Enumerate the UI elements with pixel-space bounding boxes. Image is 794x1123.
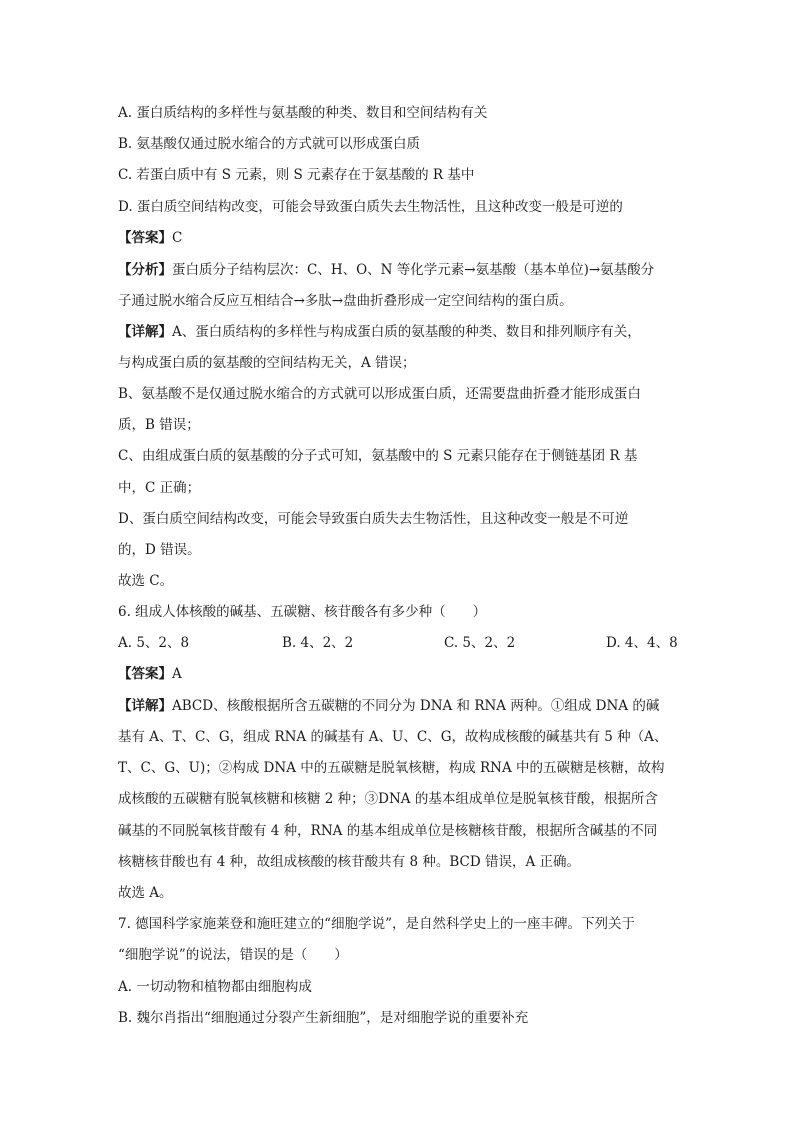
q5-detail-line: C、由组成蛋白质的氨基酸的分子式可知，氨基酸中的 S 元素只能存在于侧链基团 R 基 [118, 448, 638, 464]
q6-option-b: B. 4、2、2 [282, 635, 354, 651]
answer-value: A [172, 666, 182, 682]
q5-detail-line: D、蛋白质空间结构改变，可能会导致蛋白质失去生物活性，且这种改变一般是不可逆 [118, 511, 629, 527]
detail-text: A、蛋白质结构的多样性与构成蛋白质的氨基酸的种类、数目和排列顺序有关， [172, 324, 641, 340]
q7-stem-line: 7. 德国科学家施莱登和施旺建立的“细胞学说”，是自然科学史上的一座丰碑。下列关于 [118, 916, 635, 932]
q7-option-a: A. 一切动物和植物都由细胞构成 [118, 979, 312, 995]
q6-option-a: A. 5、2、8 [118, 635, 190, 651]
q6-detail-line: 故选 A。 [118, 885, 173, 901]
q7-stem-line: “细胞学说”的说法，错误的是（ ） [118, 947, 348, 963]
q5-option-b: B. 氨基酸仅通过脱水缩合的方式就可以形成蛋白质 [118, 136, 421, 152]
q6-stem: 6. 组成人体核酸的碱基、五碳糖、核苷酸各有多少种（ ） [118, 604, 487, 620]
detail-text: ABCD、核酸根据所含五碳糖的不同分为 DNA 和 RNA 两种。①组成 DNA 的碱 [172, 698, 660, 714]
q5-option-c: C. 若蛋白质中有 S 元素，则 S 元素存在于氨基酸的 R 基中 [118, 167, 475, 183]
answer-label: 【答案】 [118, 230, 172, 246]
q5-detail-line: 中，C 正确； [118, 480, 201, 496]
q6-answer [118, 665, 678, 683]
q5-option-d: D. 蛋白质空间结构改变，可能会导致蛋白质失去生物活性，且这种改变一般是可逆的 [118, 199, 623, 215]
q6-option-d: D. 4、4、8 [606, 635, 678, 651]
q6-detail-line: 基有 A、T、C、G，组成 RNA 的碱基有 A、U、C、G，故构成核酸的碱基共有 5 种（A、 [118, 729, 668, 745]
analysis-text: 蛋白质分子结构层次：C、H、O、N 等化学元素→氨基酸（基本单位)→氨基酸分 [172, 262, 655, 278]
q6-detail-line: T、C、G、U)；②构成 DNA 中的五碳糖是脱氧核糖，构成 RNA 中的五碳糖是核糖，故构 [118, 760, 665, 776]
q5-detail-line: 故选 C。 [118, 573, 174, 589]
answer-label: 【答案】 [118, 666, 172, 682]
q5-option-a: A. 蛋白质结构的多样性与氨基酸的种类、数目和空间结构有关 [118, 105, 488, 121]
q5-detail-line: 的，D 错误。 [118, 542, 201, 558]
q5-analysis-line: 子通过脱水缩合反应互相结合→多肽→盘曲折叠形成一定空间结构的蛋白质。 [118, 293, 573, 309]
q5-detail-line [118, 323, 678, 341]
q5-analysis-line [118, 261, 678, 279]
q6-detail-line: 核糖核苷酸也有 4 种，故组成核酸的核苷酸共有 8 种。BCD 错误，A 正确。 [118, 854, 580, 870]
q7-option-b: B. 魏尔肖指出“细胞通过分裂产生新细胞”，是对细胞学说的重要补充 [118, 1010, 529, 1026]
q5-detail-line: B、氨基酸不是仅通过脱水缩合的方式就可以形成蛋白质，还需要盘曲折叠才能形成蛋白 [118, 386, 641, 402]
analysis-label: 【分析】 [118, 262, 172, 278]
q5-detail-line: 与构成蛋白质的氨基酸的空间结构无关，A 错误； [118, 355, 416, 371]
detail-label: 【详解】 [118, 324, 172, 340]
answer-value: C [172, 230, 183, 246]
q6-options [118, 634, 678, 652]
q6-detail-line: 碱基的不同脱氧核苷酸有 4 种，RNA 的基本组成单位是核糖核苷酸，根据所含碱基的不同 [118, 823, 658, 839]
detail-label: 【详解】 [118, 698, 172, 714]
q6-detail-line [118, 697, 678, 715]
q5-answer [118, 229, 678, 247]
q6-detail-line: 成核酸的五碳糖有脱氧核糖和核糖 2 种；③DNA 的基本组成单位是脱氧核苷酸，根据所含 [118, 791, 658, 807]
q6-option-c: C. 5、2、2 [444, 635, 516, 651]
q5-detail-line: 质，B 错误； [118, 417, 200, 433]
